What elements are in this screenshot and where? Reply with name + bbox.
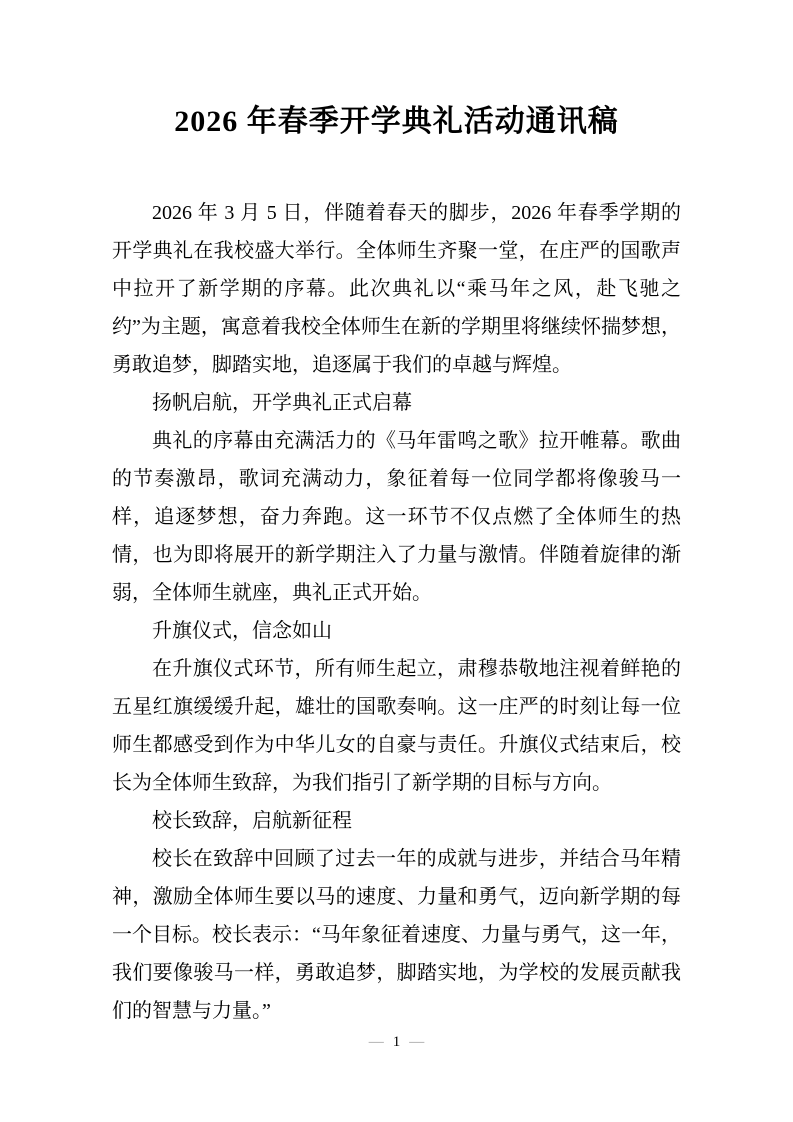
section-heading-opening: 扬帆启航，开学典礼正式启幕 <box>152 392 412 414</box>
footer-dash-left: — <box>368 1034 384 1050</box>
document-title: 2026 年春季开学典礼活动通讯稿 <box>174 105 619 138</box>
paragraph-intro: 2026 年 3 月 5 日，伴随着春天的脚步，2026 年春季学期的开学典礼在我校盛大举行。全体师生齐聚一堂，在庄严的国歌声中拉开了新学期的序幕。此次典礼以“乘马年之风，赴飞驰之约”为主题，寓意着我校全体师生在新的学期里将继续怀揣梦想，勇敢追梦，脚踏实地，追逐属于我们的卓越与辉煌。 <box>112 202 681 376</box>
section-heading-flag-ceremony: 升旗仪式，信念如山 <box>152 620 332 642</box>
document-body <box>112 194 681 1030</box>
paragraph-principal-speech: 校长在致辞中回顾了过去一年的成就与进步，并结合马年精神，激励全体师生要以马的速度、力量和勇气，迈向新学期的每一个目标。校长表示：“马年象征着速度、力量与勇气，这一年，我们要像骏马一样，勇敢追梦，脚踏实地，为学校的发展贡献我们的智慧与力量。” <box>112 848 681 1022</box>
footer-dash-right: — <box>409 1034 425 1050</box>
section-heading-principal-speech: 校长致辞，启航新征程 <box>152 810 352 832</box>
page-footer <box>0 1031 793 1053</box>
paragraph-opening-song: 典礼的序幕由充满活力的《马年雷鸣之歌》拉开帷幕。歌曲的节奏激昂，歌词充满动力，象征着每一位同学都将像骏马一样，追逐梦想，奋力奔跑。这一环节不仅点燃了全体师生的热情，也为即将展开的新学期注入了力量与激情。伴随着旋律的渐弱，全体师生就座，典礼正式开始。 <box>112 430 681 604</box>
paragraph-flag-ceremony: 在升旗仪式环节，所有师生起立，肃穆恭敬地注视着鲜艳的五星红旗缓缓升起，雄壮的国歌奏响。这一庄严的时刻让每一位师生都感受到作为中华儿女的自豪与责任。升旗仪式结束后，校长为全体师生致辞，为我们指引了新学期的目标与方向。 <box>112 658 681 794</box>
page-number: 1 <box>392 1034 401 1050</box>
